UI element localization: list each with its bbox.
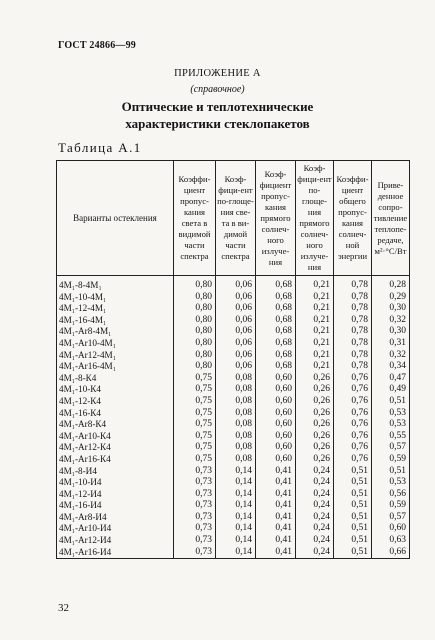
value-cell: 0,06 [216, 326, 256, 338]
value-cell: 0,60 [256, 419, 296, 431]
value-cell: 0,59 [372, 500, 410, 512]
value-cell: 0,08 [216, 408, 256, 420]
value-cell: 0,73 [174, 466, 216, 478]
value-cell: 0,29 [372, 292, 410, 304]
value-cell: 0,68 [256, 315, 296, 327]
table-row [57, 292, 410, 304]
table-row [57, 408, 410, 420]
value-cell: 0,75 [174, 384, 216, 396]
value-cell: 0,26 [296, 454, 334, 466]
value-cell: 0,08 [216, 442, 256, 454]
value-cell: 0,41 [256, 500, 296, 512]
value-cell: 0,53 [372, 419, 410, 431]
value-cell: 0,14 [216, 547, 256, 559]
value-cell: 0,53 [372, 408, 410, 420]
value-cell: 0,14 [216, 535, 256, 547]
value-cell: 0,60 [256, 442, 296, 454]
table-row [57, 303, 410, 315]
value-cell: 0,75 [174, 419, 216, 431]
value-cell: 0,57 [372, 512, 410, 524]
value-cell: 0,26 [296, 431, 334, 443]
appendix-reference-note: (справочное) [190, 84, 245, 95]
value-cell: 0,60 [256, 384, 296, 396]
column-header: Варианты остекления [57, 161, 174, 276]
value-cell: 0,08 [216, 419, 256, 431]
value-cell: 0,51 [334, 477, 372, 489]
glazing-variant-cell: 4М₁-12-К4 [57, 396, 174, 408]
appendix-title: ПРИЛОЖЕНИЕ А [174, 68, 261, 79]
value-cell: 0,06 [216, 315, 256, 327]
value-cell: 0,78 [334, 338, 372, 350]
value-cell: 0,76 [334, 419, 372, 431]
value-cell: 0,21 [296, 292, 334, 304]
value-cell: 0,14 [216, 466, 256, 478]
table-row [57, 350, 410, 362]
value-cell: 0,80 [174, 280, 216, 292]
glazing-variant-cell: 4М₁-Ar12-4М₁ [57, 350, 174, 362]
value-cell: 0,41 [256, 535, 296, 547]
value-cell: 0,08 [216, 431, 256, 443]
table-row [57, 384, 410, 396]
value-cell: 0,06 [216, 303, 256, 315]
value-cell: 0,51 [334, 466, 372, 478]
standard-header: ГОСТ 24866—99 [58, 40, 137, 51]
value-cell: 0,21 [296, 338, 334, 350]
value-cell: 0,73 [174, 535, 216, 547]
table-row [57, 361, 410, 373]
value-cell: 0,24 [296, 466, 334, 478]
value-cell: 0,49 [372, 384, 410, 396]
value-cell: 0,51 [334, 512, 372, 524]
table-row [57, 477, 410, 489]
glazing-variant-cell: 4М₁-8-К4 [57, 373, 174, 385]
value-cell: 0,41 [256, 489, 296, 501]
value-cell: 0,08 [216, 396, 256, 408]
value-cell: 0,68 [256, 303, 296, 315]
value-cell: 0,75 [174, 442, 216, 454]
glazing-variant-cell: 4М₁-10-4М₁ [57, 292, 174, 304]
table-row [57, 338, 410, 350]
value-cell: 0,80 [174, 315, 216, 327]
value-cell: 0,24 [296, 500, 334, 512]
table-row [57, 454, 410, 466]
value-cell: 0,80 [174, 361, 216, 373]
value-cell: 0,21 [296, 303, 334, 315]
value-cell: 0,80 [174, 350, 216, 362]
value-cell: 0,51 [334, 535, 372, 547]
value-cell: 0,14 [216, 523, 256, 535]
value-cell: 0,76 [334, 396, 372, 408]
value-cell: 0,80 [174, 338, 216, 350]
value-cell: 0,32 [372, 350, 410, 362]
value-cell: 0,56 [372, 489, 410, 501]
table-row [57, 466, 410, 478]
value-cell: 0,26 [296, 384, 334, 396]
value-cell: 0,14 [216, 489, 256, 501]
value-cell: 0,60 [372, 523, 410, 535]
value-cell: 0,60 [256, 454, 296, 466]
value-cell: 0,73 [174, 489, 216, 501]
value-cell: 0,06 [216, 350, 256, 362]
table-row [57, 431, 410, 443]
value-cell: 0,41 [256, 512, 296, 524]
value-cell: 0,26 [296, 408, 334, 420]
glazing-variant-cell: 4М₁-12-4М₁ [57, 303, 174, 315]
column-header: Коэффи-циент пропус-кания света в видимой части спектра [174, 161, 216, 276]
table-row [57, 535, 410, 547]
value-cell: 0,68 [256, 350, 296, 362]
value-cell: 0,21 [296, 361, 334, 373]
value-cell: 0,24 [296, 547, 334, 559]
value-cell: 0,60 [256, 431, 296, 443]
value-cell: 0,78 [334, 315, 372, 327]
glazing-variant-cell: 4М₁-Ar10-К4 [57, 431, 174, 443]
value-cell: 0,32 [372, 315, 410, 327]
value-cell: 0,73 [174, 477, 216, 489]
value-cell: 0,76 [334, 384, 372, 396]
value-cell: 0,68 [256, 338, 296, 350]
value-cell: 0,51 [372, 466, 410, 478]
glazing-variant-cell: 4М₁-Ar12-И4 [57, 535, 174, 547]
value-cell: 0,60 [256, 373, 296, 385]
value-cell: 0,26 [296, 396, 334, 408]
value-cell: 0,75 [174, 373, 216, 385]
table-row [57, 373, 410, 385]
value-cell: 0,68 [256, 361, 296, 373]
glazing-variant-cell: 4М₁-Ar8-4М₁ [57, 326, 174, 338]
value-cell: 0,59 [372, 454, 410, 466]
table-row [57, 280, 410, 292]
value-cell: 0,75 [174, 454, 216, 466]
value-cell: 0,51 [372, 396, 410, 408]
value-cell: 0,68 [256, 326, 296, 338]
value-cell: 0,08 [216, 384, 256, 396]
value-cell: 0,24 [296, 523, 334, 535]
glazing-variant-cell: 4М₁-10-К4 [57, 384, 174, 396]
table-row [57, 419, 410, 431]
glazing-variant-cell: 4М₁-Ar16-К4 [57, 454, 174, 466]
glazing-variant-cell: 4М₁-Ar10-4М₁ [57, 338, 174, 350]
value-cell: 0,14 [216, 512, 256, 524]
glazing-variant-cell: 4М₁-Ar16-И4 [57, 547, 174, 559]
value-cell: 0,21 [296, 315, 334, 327]
page-number: 32 [58, 602, 69, 614]
column-header: Коэф-фици-ент по-глоще-ния прямого солнеч-ного излуче-ния [296, 161, 334, 276]
value-cell: 0,21 [296, 280, 334, 292]
value-cell: 0,76 [334, 431, 372, 443]
value-cell: 0,73 [174, 512, 216, 524]
glazing-variant-cell: 4М₁-Ar16-4М₁ [57, 361, 174, 373]
value-cell: 0,30 [372, 303, 410, 315]
table-caption: Таблица А.1 [58, 140, 142, 155]
value-cell: 0,26 [296, 373, 334, 385]
value-cell: 0,66 [372, 547, 410, 559]
value-cell: 0,57 [372, 442, 410, 454]
glazing-variant-cell: 4М₁-Ar8-И4 [57, 512, 174, 524]
value-cell: 0,28 [372, 280, 410, 292]
value-cell: 0,47 [372, 373, 410, 385]
glazing-variant-cell: 4М₁-16-К4 [57, 408, 174, 420]
characteristics-table [56, 160, 410, 559]
section-title: Оптические и теплотехнические характеристики стеклопакетов [121, 99, 314, 131]
value-cell: 0,21 [296, 350, 334, 362]
value-cell: 0,51 [334, 500, 372, 512]
glazing-variant-cell: 4М₁-16-4М₁ [57, 315, 174, 327]
value-cell: 0,60 [256, 408, 296, 420]
glazing-variant-cell: 4М₁-10-И4 [57, 477, 174, 489]
value-cell: 0,14 [216, 477, 256, 489]
value-cell: 0,76 [334, 408, 372, 420]
value-cell: 0,78 [334, 361, 372, 373]
glazing-variant-cell: 4М₁-12-И4 [57, 489, 174, 501]
value-cell: 0,78 [334, 326, 372, 338]
value-cell: 0,73 [174, 547, 216, 559]
glazing-variant-cell: 4М₁-Ar8-К4 [57, 419, 174, 431]
value-cell: 0,53 [372, 477, 410, 489]
value-cell: 0,73 [174, 523, 216, 535]
value-cell: 0,78 [334, 350, 372, 362]
column-header: Коэффи-циент общего пропус-кания солнеч-ной энергии [334, 161, 372, 276]
value-cell: 0,24 [296, 512, 334, 524]
value-cell: 0,41 [256, 523, 296, 535]
value-cell: 0,78 [334, 280, 372, 292]
value-cell: 0,41 [256, 547, 296, 559]
value-cell: 0,76 [334, 454, 372, 466]
glazing-variant-cell: 4М₁-8-4М₁ [57, 280, 174, 292]
value-cell: 0,80 [174, 292, 216, 304]
value-cell: 0,08 [216, 454, 256, 466]
value-cell: 0,41 [256, 477, 296, 489]
glazing-variant-cell: 4М₁-Ar12-К4 [57, 442, 174, 454]
table-row [57, 489, 410, 501]
value-cell: 0,34 [372, 361, 410, 373]
table-row [57, 442, 410, 454]
value-cell: 0,75 [174, 396, 216, 408]
value-cell: 0,68 [256, 280, 296, 292]
value-cell: 0,76 [334, 373, 372, 385]
value-cell: 0,51 [334, 489, 372, 501]
value-cell: 0,08 [216, 373, 256, 385]
value-cell: 0,55 [372, 431, 410, 443]
value-cell: 0,26 [296, 419, 334, 431]
value-cell: 0,51 [334, 523, 372, 535]
column-header: Коэф-фициент пропус-кания прямого солнеч-ного излуче-ния [256, 161, 296, 276]
value-cell: 0,78 [334, 303, 372, 315]
value-cell: 0,06 [216, 280, 256, 292]
value-cell: 0,60 [256, 396, 296, 408]
value-cell: 0,06 [216, 292, 256, 304]
table-row [57, 315, 410, 327]
table-body [57, 276, 410, 559]
table-row [57, 547, 410, 559]
value-cell: 0,26 [296, 442, 334, 454]
value-cell: 0,06 [216, 361, 256, 373]
value-cell: 0,41 [256, 466, 296, 478]
value-cell: 0,24 [296, 477, 334, 489]
value-cell: 0,51 [334, 547, 372, 559]
glazing-variant-cell: 4М₁-16-И4 [57, 500, 174, 512]
table-row [57, 523, 410, 535]
table-row [57, 512, 410, 524]
column-header: Коэф-фици-ент по-глоще-ния све-та в ви-димой части спектра [216, 161, 256, 276]
value-cell: 0,63 [372, 535, 410, 547]
value-cell: 0,78 [334, 292, 372, 304]
value-cell: 0,80 [174, 303, 216, 315]
glazing-variant-cell: 4М₁-Ar10-И4 [57, 523, 174, 535]
table-row [57, 500, 410, 512]
value-cell: 0,80 [174, 326, 216, 338]
value-cell: 0,14 [216, 500, 256, 512]
value-cell: 0,06 [216, 338, 256, 350]
table-row [57, 396, 410, 408]
glazing-variant-cell: 4М₁-8-И4 [57, 466, 174, 478]
value-cell: 0,31 [372, 338, 410, 350]
table-header-row [57, 161, 410, 276]
value-cell: 0,75 [174, 431, 216, 443]
value-cell: 0,24 [296, 535, 334, 547]
value-cell: 0,75 [174, 408, 216, 420]
value-cell: 0,21 [296, 326, 334, 338]
value-cell: 0,68 [256, 292, 296, 304]
value-cell: 0,30 [372, 326, 410, 338]
column-header: Приве-денное сопро-тивление теплопе-редаче, м²·°С/Вт [372, 161, 410, 276]
value-cell: 0,76 [334, 442, 372, 454]
value-cell: 0,24 [296, 489, 334, 501]
table-row [57, 326, 410, 338]
value-cell: 0,73 [174, 500, 216, 512]
